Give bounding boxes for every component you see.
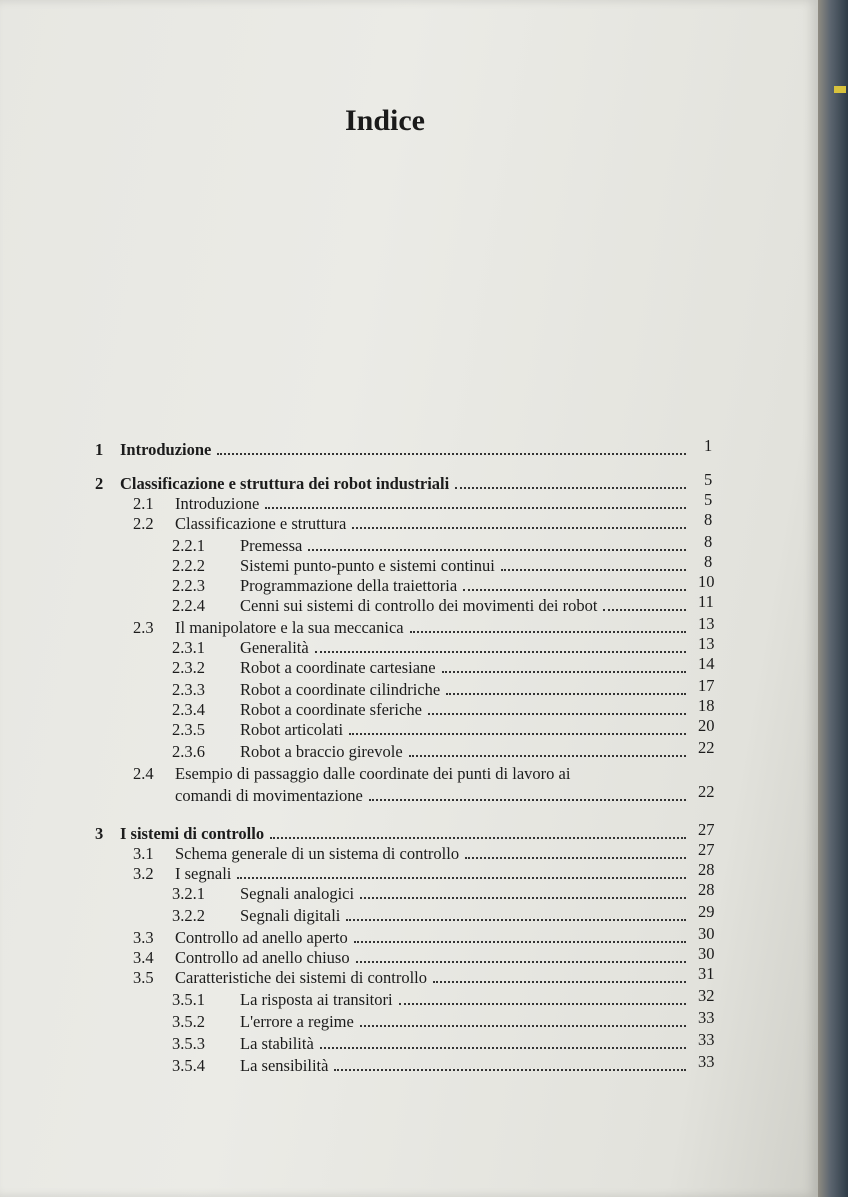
toc-entry	[133, 514, 692, 534]
dot-leader	[409, 742, 686, 757]
toc-entry	[172, 658, 692, 678]
toc-entry-title: Classificazione e struttura dei robot industriali	[120, 474, 450, 493]
dot-leader	[217, 440, 686, 455]
toc-entry-title: L'errore a regime	[240, 1012, 354, 1031]
toc-entry	[172, 700, 692, 720]
toc-entry-number: 2	[95, 474, 104, 493]
dot-leader	[352, 514, 686, 529]
toc-entry-page: 29	[698, 902, 715, 921]
toc-entry-title: Introduzione	[175, 494, 260, 513]
toc-entry-title: Sistemi punto-punto e sistemi continui	[240, 556, 495, 575]
toc-entry-title: Robot a coordinate cartesiane	[240, 658, 436, 677]
toc-entry-number: 2.3.3	[172, 680, 205, 699]
toc-entry-number: 3.3	[133, 928, 154, 947]
toc-entry-title: Classificazione e struttura	[175, 514, 347, 533]
toc-entry-number: 2.3.5	[172, 720, 205, 739]
toc-entry	[95, 824, 692, 844]
dot-leader	[356, 948, 686, 963]
toc-entry-title: Il manipolatore e la sua meccanica	[175, 618, 404, 637]
toc-entry-number: 1	[95, 440, 104, 459]
toc-entry-page: 1	[704, 436, 713, 455]
toc-entry-title: Segnali analogici	[240, 884, 355, 903]
toc-entry	[172, 576, 692, 596]
page-tab-marker	[834, 86, 846, 93]
book-spine-edge	[818, 0, 848, 1197]
toc-entry-page: 5	[704, 490, 713, 509]
toc-entry	[172, 906, 692, 926]
toc-entry	[133, 844, 692, 864]
dot-leader	[455, 474, 686, 489]
toc-entry-number: 3.5	[133, 968, 154, 987]
toc-entry-number: 2.2	[133, 514, 154, 533]
toc-entry-page: 22	[698, 782, 715, 801]
toc-entry-page: 33	[698, 1030, 715, 1049]
toc-entry-page: 28	[698, 860, 715, 879]
toc-entry-page: 8	[704, 552, 713, 571]
toc-entry	[95, 440, 692, 460]
toc-entry-page: 11	[698, 592, 714, 611]
dot-leader	[360, 1012, 686, 1027]
toc-entry	[172, 884, 692, 904]
toc-entry-page: 31	[698, 964, 715, 983]
toc-entry-title: Robot a coordinate cilindriche	[240, 680, 441, 699]
toc-entry-page: 8	[704, 510, 713, 529]
toc-entry-number: 3.4	[133, 948, 154, 967]
dot-leader	[265, 494, 686, 509]
toc-entry	[172, 638, 692, 658]
toc-entry-title: Programmazione della traiettoria	[240, 576, 458, 595]
toc-entry-page: 14	[698, 654, 715, 673]
toc-entry-title: Robot a coordinate sferiche	[240, 700, 422, 719]
toc-entry-title: Controllo ad anello chiuso	[175, 948, 350, 967]
toc-entry	[172, 596, 692, 616]
toc-entry-page: 28	[698, 880, 715, 899]
toc-entry-number: 2.1	[133, 494, 154, 513]
dot-leader	[603, 596, 686, 611]
toc-entry	[133, 864, 692, 884]
dot-leader	[308, 536, 686, 551]
toc-entry-continuation	[175, 786, 692, 806]
toc-entry-number: 2.2.3	[172, 576, 205, 595]
dot-leader	[428, 700, 686, 715]
toc-entry	[133, 968, 692, 988]
toc-entry-page: 10	[698, 572, 715, 591]
toc-entry	[133, 928, 692, 948]
dot-leader	[433, 968, 686, 983]
toc-entry-title: Controllo ad anello aperto	[175, 928, 348, 947]
toc-entry-title: Caratteristiche dei sistemi di controllo	[175, 968, 428, 987]
toc-entry	[172, 1056, 692, 1076]
toc-entry-title: Schema generale di un sistema di controllo	[175, 844, 460, 863]
dot-leader	[410, 618, 686, 633]
toc-entry	[172, 556, 692, 576]
toc-entry-page: 13	[698, 614, 715, 633]
toc-entry-page: 30	[698, 944, 715, 963]
toc-entry-page: 27	[698, 840, 715, 859]
toc-entry-title: La stabilità	[240, 1034, 314, 1053]
toc-entry-title: Premessa	[240, 536, 303, 555]
toc-entry-page: 17	[698, 676, 715, 695]
toc-entry-page: 33	[698, 1052, 715, 1071]
toc-entry-title: Esempio di passaggio dalle coordinate dei punti di lavoro ai	[175, 764, 571, 783]
dot-leader	[360, 884, 686, 899]
dot-leader	[237, 864, 686, 879]
toc-entry-number: 3.5.3	[172, 1034, 205, 1053]
toc-entry-number: 2.3.4	[172, 700, 205, 719]
toc-entry-number: 2.3	[133, 618, 154, 637]
toc-entry-title: Segnali digitali	[240, 906, 341, 925]
dot-leader	[369, 786, 686, 801]
toc-entry-number: 2.4	[133, 764, 154, 783]
toc-entry-number: 2.2.2	[172, 556, 205, 575]
toc-entry-title: Cenni sui sistemi di controllo dei movimenti dei robot	[240, 596, 598, 615]
toc-entry-title: La sensibilità	[240, 1056, 329, 1075]
toc-entry	[133, 494, 692, 514]
toc-entry-title-line2: comandi di movimentazione	[175, 786, 363, 805]
toc-entry-page: 20	[698, 716, 715, 735]
toc-entry-number: 3.1	[133, 844, 154, 863]
toc-entry-page: 13	[698, 634, 715, 653]
toc-entry-title: I sistemi di controllo	[120, 824, 265, 843]
toc-entry-page: 8	[704, 532, 713, 551]
toc-entry	[172, 720, 692, 740]
toc-entry	[133, 764, 692, 784]
toc-entry-number: 2.3.2	[172, 658, 205, 677]
dot-leader	[334, 1056, 686, 1071]
toc-entry-title: Generalità	[240, 638, 309, 657]
toc-entry-number: 3.5.1	[172, 990, 205, 1009]
toc-entry-title: Robot a braccio girevole	[240, 742, 403, 761]
dot-leader	[315, 638, 686, 653]
toc-entry-page: 27	[698, 820, 715, 839]
dot-leader	[446, 680, 686, 695]
toc-entry-number: 3	[95, 824, 104, 843]
toc-entry-title: Introduzione	[120, 440, 212, 459]
toc-entry	[172, 536, 692, 556]
dot-leader	[501, 556, 686, 571]
toc-entry	[172, 990, 692, 1010]
toc-entry-title: I segnali	[175, 864, 232, 883]
toc-entry-number: 2.2.4	[172, 596, 205, 615]
toc-entry-number: 2.2.1	[172, 536, 205, 555]
toc-entry	[172, 1012, 692, 1032]
toc-entry	[95, 474, 692, 494]
page-title: Indice	[344, 104, 425, 137]
dot-leader	[320, 1034, 686, 1049]
toc-entry-number: 3.5.4	[172, 1056, 205, 1075]
toc-entry-page: 33	[698, 1008, 715, 1027]
toc-entry-page: 18	[698, 696, 715, 715]
toc-entry	[172, 680, 692, 700]
dot-leader	[463, 576, 686, 591]
dot-leader	[442, 658, 686, 673]
dot-leader	[346, 906, 686, 921]
toc-entry	[172, 1034, 692, 1054]
toc-entry-page: 30	[698, 924, 715, 943]
toc-entry	[172, 742, 692, 762]
toc-entry-number: 3.2.1	[172, 884, 205, 903]
dot-leader	[354, 928, 686, 943]
toc-entry-title: La risposta ai transitori	[240, 990, 393, 1009]
dot-leader	[270, 824, 686, 839]
toc-entry-number: 3.2.2	[172, 906, 205, 925]
toc-entry	[133, 618, 692, 638]
dot-leader	[465, 844, 686, 859]
toc-entry-title: Robot articolati	[240, 720, 344, 739]
toc-entry-number: 2.3.6	[172, 742, 205, 761]
dot-leader	[399, 990, 686, 1005]
toc-entry	[133, 948, 692, 968]
toc-entry-page: 5	[704, 470, 713, 489]
toc-entry-page: 32	[698, 986, 715, 1005]
toc-entry-number: 3.5.2	[172, 1012, 205, 1031]
toc-entry-number: 2.3.1	[172, 638, 205, 657]
toc-entry-page: 22	[698, 738, 715, 757]
dot-leader	[349, 720, 686, 735]
toc-entry-number: 3.2	[133, 864, 154, 883]
